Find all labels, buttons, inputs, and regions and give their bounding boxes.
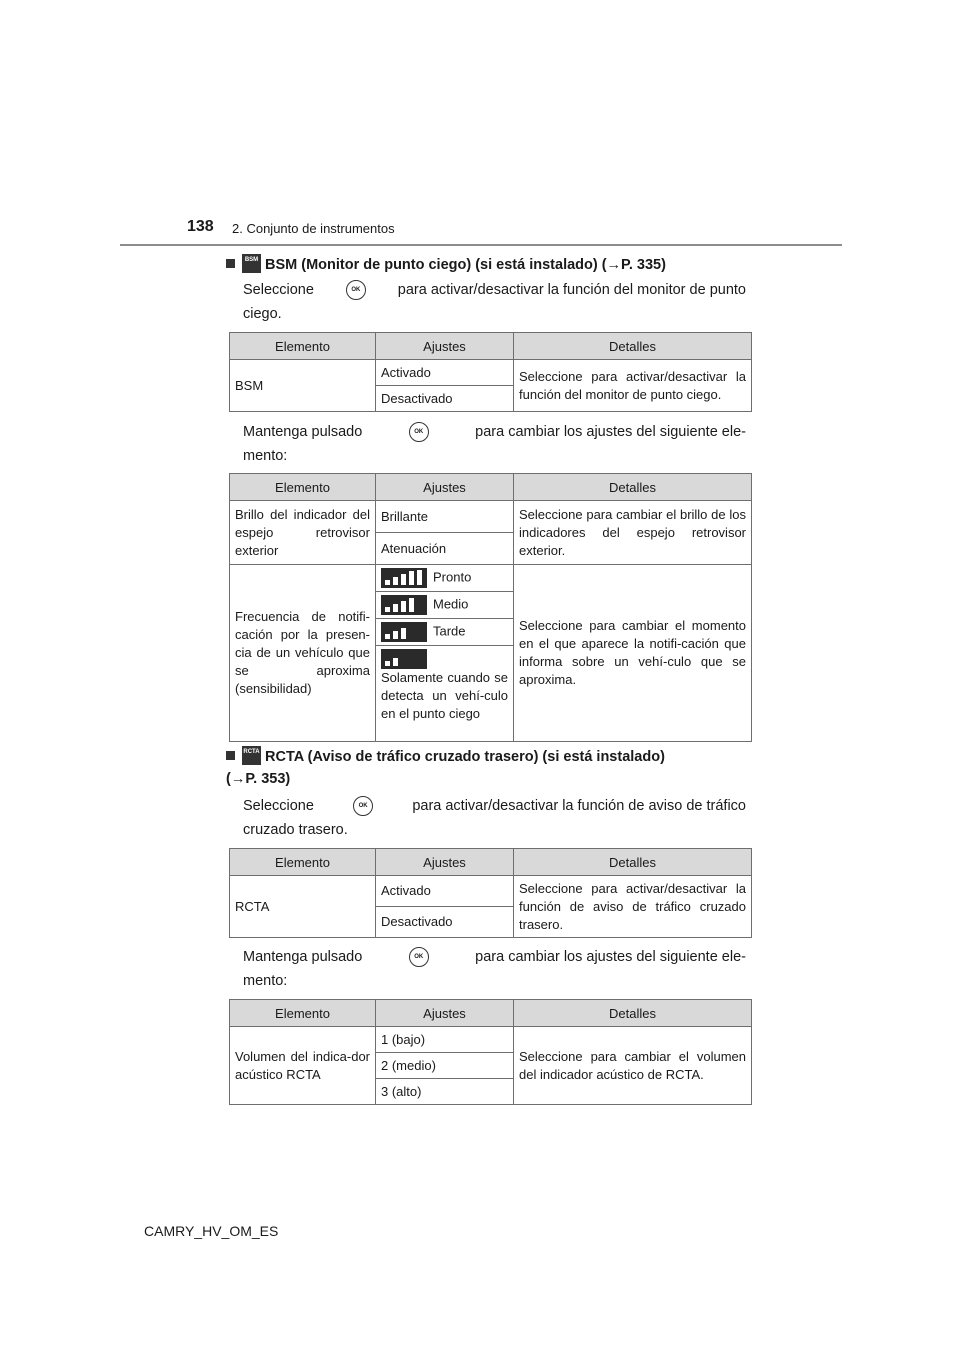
table-header: Detalles bbox=[514, 849, 752, 876]
rcta-volume-table bbox=[229, 999, 752, 1105]
chapter-title: 2. Conjunto de instrumentos bbox=[232, 221, 395, 236]
table-cell-setting: Solamente cuando se detecta un vehí-culo en el punto ciego bbox=[376, 646, 514, 742]
table-cell-setting: 3 (alto) bbox=[376, 1079, 514, 1105]
footer-doc-code: CAMRY_HV_OM_ES bbox=[144, 1223, 279, 1239]
sensitivity-bars-icon bbox=[381, 568, 427, 588]
table-cell-setting: 2 (medio) bbox=[376, 1053, 514, 1079]
table-cell-setting: Desactivado bbox=[376, 386, 514, 412]
bsm-icon: BSM bbox=[242, 254, 261, 273]
sensitivity-bars-icon bbox=[381, 595, 427, 615]
bullet-square-icon bbox=[226, 259, 235, 268]
bsm-hold-instruction: Mantenga pulsado OK para cambiar los ajustes del siguiente ele- mento: bbox=[243, 424, 746, 464]
table-cell-setting: Activado bbox=[376, 876, 514, 907]
table-header: Elemento bbox=[230, 333, 376, 360]
rcta-table bbox=[229, 848, 752, 938]
table-cell-element: Volumen del indica-dor acústico RCTA bbox=[230, 1027, 376, 1105]
table-cell-setting: Desactivado bbox=[376, 907, 514, 938]
rcta-icon: RCTA bbox=[242, 746, 261, 765]
table-header: Detalles bbox=[514, 333, 752, 360]
table-cell-setting: Tarde bbox=[376, 619, 514, 646]
table-cell-setting: Medio bbox=[376, 592, 514, 619]
ok-button-icon: OK bbox=[409, 422, 429, 442]
header-rule bbox=[120, 244, 842, 246]
table-cell-detail: Seleccione para cambiar el momento en el que aparece la notifi-cación que informa sobre un vehí-culo que se aproxima. bbox=[514, 565, 752, 742]
table-header: Detalles bbox=[514, 474, 752, 501]
sensitivity-bars-icon bbox=[381, 649, 427, 669]
bsm-heading: BSM BSM (Monitor de punto ciego) (si está instalado) (→P. 335) bbox=[226, 254, 666, 276]
table-header: Detalles bbox=[514, 1000, 752, 1027]
table-cell-setting: Pronto bbox=[376, 565, 514, 592]
ok-button-icon: OK bbox=[409, 947, 429, 967]
table-cell-detail: Seleccione para activar/desactivar la función de aviso de tráfico cruzado trasero. bbox=[514, 876, 752, 938]
table-cell-element: Frecuencia de notifi-cación por la presen-cia de un vehículo que se aproxima (sensibilidad) bbox=[230, 565, 376, 742]
rcta-select-instruction: Seleccione OK para activar/desactivar la función de aviso de tráfico cruzado trasero. bbox=[243, 798, 746, 838]
ok-button-icon: OK bbox=[346, 280, 366, 300]
sensitivity-bars-icon bbox=[381, 622, 427, 642]
table-header: Ajustes bbox=[376, 1000, 514, 1027]
ok-button-icon: OK bbox=[353, 796, 373, 816]
table-header: Elemento bbox=[230, 1000, 376, 1027]
table-header: Ajustes bbox=[376, 333, 514, 360]
page-number: 138 bbox=[187, 218, 214, 235]
table-cell-detail: Seleccione para activar/desactivar la función del monitor de punto ciego. bbox=[514, 360, 752, 412]
table-cell-element: RCTA bbox=[230, 876, 376, 938]
bullet-square-icon bbox=[226, 751, 235, 760]
table-header: Ajustes bbox=[376, 474, 514, 501]
rcta-hold-instruction: Mantenga pulsado OK para cambiar los ajustes del siguiente ele- mento: bbox=[243, 949, 746, 989]
table-cell-setting: Activado bbox=[376, 360, 514, 386]
bsm-settings-table bbox=[229, 473, 752, 742]
bsm-select-instruction: Seleccione OK para activar/desactivar la función del monitor de punto ciego. bbox=[243, 282, 746, 322]
rcta-heading: RCTA RCTA (Aviso de tráfico cruzado trasero) (si está instalado) (→P. 353) bbox=[226, 746, 665, 790]
table-header: Elemento bbox=[230, 474, 376, 501]
table-cell-setting: 1 (bajo) bbox=[376, 1027, 514, 1053]
table-cell-detail: Seleccione para cambiar el volumen del indicador acústico de RCTA. bbox=[514, 1027, 752, 1105]
bsm-table bbox=[229, 332, 752, 412]
table-cell-setting: Atenuación bbox=[376, 533, 514, 565]
table-header: Elemento bbox=[230, 849, 376, 876]
table-cell-element: Brillo del indicador del espejo retrovisor exterior bbox=[230, 501, 376, 565]
table-cell-setting: Brillante bbox=[376, 501, 514, 533]
table-header: Ajustes bbox=[376, 849, 514, 876]
table-cell-detail: Seleccione para cambiar el brillo de los indicadores del espejo retrovisor exterior. bbox=[514, 501, 752, 565]
table-cell-element: BSM bbox=[230, 360, 376, 412]
